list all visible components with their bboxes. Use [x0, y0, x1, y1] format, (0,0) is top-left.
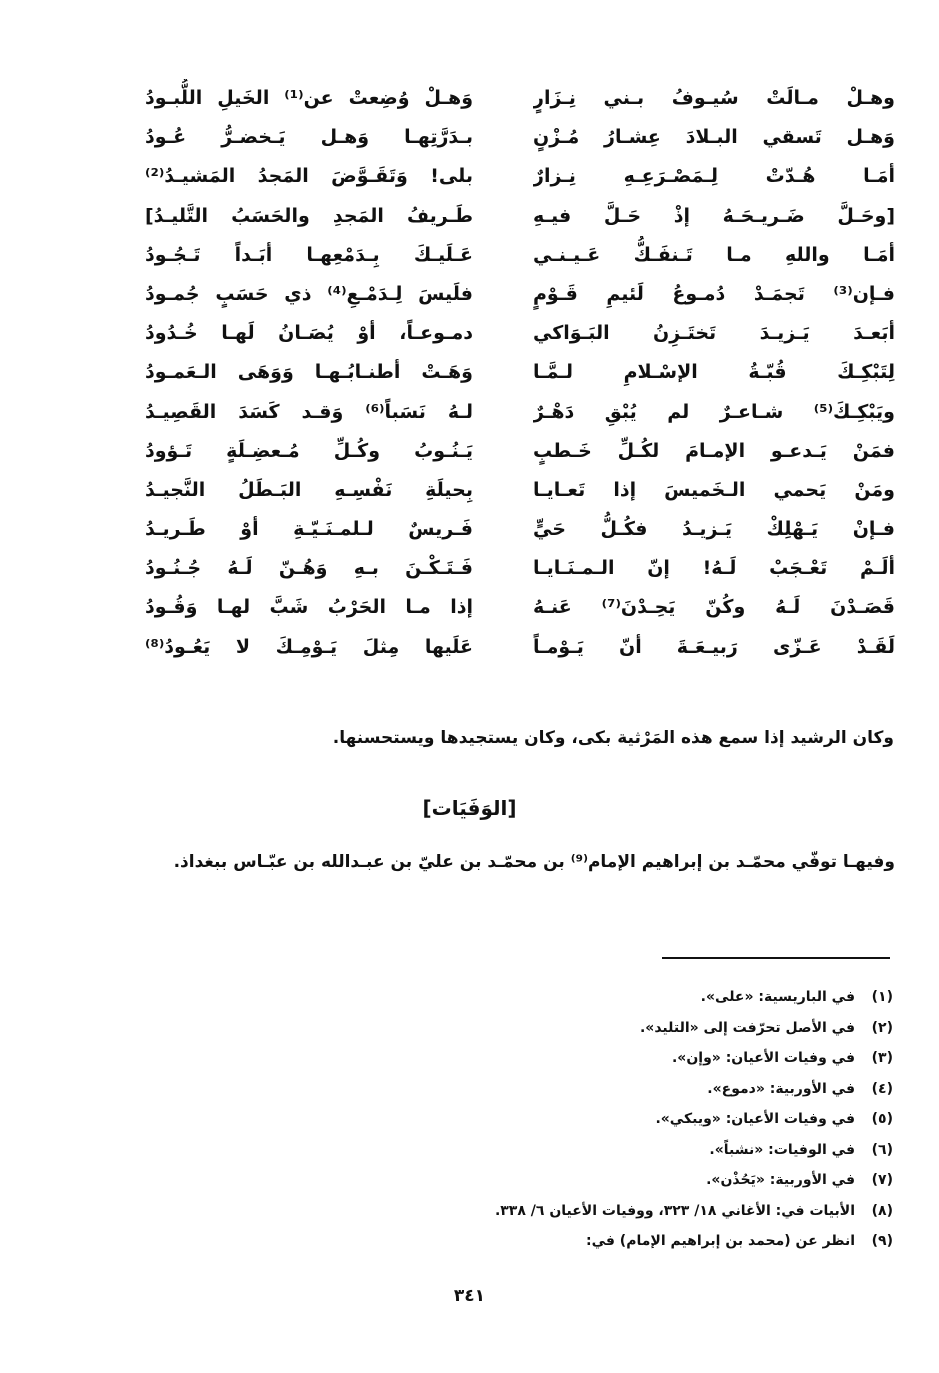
verse-line: [140, 236, 895, 275]
first-hemistich: وهـلْ مـالَتْ سُيـوفُ بـني نِـزَارٍ: [533, 87, 895, 109]
verse-line: [140, 510, 895, 549]
verse-line: [140, 549, 895, 588]
footnote-text: في وفيات الأعيان: «وإن».: [671, 1050, 855, 1066]
footnote: [293, 1013, 893, 1044]
verse-line: [140, 118, 895, 157]
second-hemistich: فَـريسٌ لـلمـنَـيّـةِ أوْ طَـريـدُ: [145, 518, 473, 541]
first-hemistich: وَهـل تَسقي البـلادَ عِشـارُ مُـزْنٍ: [533, 126, 895, 149]
footnote: [293, 1104, 893, 1135]
second-hemistich: وَهـلْ وُضِعتْ عن⁽¹⁾ الخَيلِ اللُّبـودُ: [145, 87, 473, 109]
footnote-text: في الأوربية: «دموع».: [707, 1080, 855, 1097]
footnote: [293, 1043, 893, 1074]
second-hemistich: بِحيلَةِ نَفْسِـهِ البَـطَلُ النَّجيـدُ: [145, 478, 473, 501]
footnote-number: (٧): [871, 1172, 893, 1188]
first-hemistich: أمَـا واللهِ مـا تَـنفَـكُّ عَـيـنـي: [533, 243, 895, 266]
first-hemistich: أبَعـدَ يَـزيـدَ تَختَـزِنُ البَـوَاكي: [533, 322, 895, 345]
footnote-number: (١): [871, 989, 893, 1005]
second-hemistich: بلى! وَتَقَـوَّضَ المَجدُ المَشيـدُ⁽²⁾: [145, 165, 473, 188]
verse-line: [140, 393, 895, 432]
first-hemistich: لِتَبْكِـكَ قُبّـةُ الإسْـلامِ لـمَّـا: [533, 361, 895, 384]
second-hemistich: طَـريفُ المَجدِ والحَسَبُ التَّليـدُ]: [145, 204, 473, 227]
first-hemistich: ومَنْ يَحمي الـخَميسَ إذا تَعـايـا: [533, 478, 895, 501]
footnote-number: (٦): [871, 1141, 893, 1158]
footnote-text: في الباريسية: «على».: [700, 989, 855, 1005]
footnote: [293, 1135, 893, 1166]
verse-line: [140, 628, 895, 667]
footnote: [293, 1196, 893, 1227]
footnote-number: (٣): [871, 1050, 893, 1066]
verse-line: [140, 314, 895, 353]
footnote-number: (٥): [871, 1111, 893, 1127]
verse-line: [140, 588, 895, 627]
footnote: [293, 1074, 893, 1105]
page-number: ٣٤١: [453, 1286, 486, 1306]
first-hemistich: فمَنْ يَـدعـو الإمـامَ لكُـلِّ خَـطبٍ: [533, 439, 895, 462]
footnote-text: انظر عن (محمد بن إبراهيم الإمام) في:: [586, 1233, 855, 1249]
prose-line: وكان الرشيد إذا سمع هذه المَرْثية بكى، وكان يستجيدها ويستحسنها.: [332, 728, 894, 748]
footnotes: [293, 982, 893, 1257]
verse-line: [140, 197, 895, 236]
footnote-text: في وفيات الأعيان: «ويبكي».: [655, 1111, 855, 1127]
footnote-text: في الأصل تحرّفت إلى «التليد».: [639, 1019, 855, 1036]
second-hemistich: بـدَرَّتِهـا وَهـل يَـخضـرُّ عُـودُ: [145, 126, 473, 149]
verse-line: [140, 157, 895, 196]
first-hemistich: فـإن⁽³⁾ تَجمَـدْ دُمـوعُ لَئيمِ قَـوْمٍ: [533, 282, 895, 305]
verse-line: [140, 471, 895, 510]
footnote: [293, 1226, 893, 1257]
second-hemistich: فلَيسَ لِـدَمْـعِ⁽⁴⁾ ذي حَسَبٍ جُمـودُ: [145, 282, 473, 305]
first-hemistich: ويَبْكِـكَ⁽⁵⁾ شـاعـرٌ لم يُبْقِ دَهْـرٌ: [533, 400, 895, 423]
footnote-number: (٨): [871, 1202, 893, 1219]
first-hemistich: قَصَـدْنَ لَـهُ وكُنّ يَحِـدْنَ⁽⁷⁾ عَنـهُ: [533, 596, 895, 619]
first-hemistich: [وحَـلَّ ضَـريـحَـهُ إذْ حَـلَّ فيـهِ: [533, 204, 895, 227]
verse-line: [140, 275, 895, 314]
footnote-number: (٢): [871, 1019, 893, 1036]
poem: [140, 79, 895, 667]
first-hemistich: ألَـمْ تَعْـجَبْ لَـهُ! إنّ الـمـنَـايـا: [533, 557, 895, 580]
second-hemistich: عَلَيها مِثلَ يَـوْمِـكَ لا يَعُـودُ⁽⁸⁾: [145, 635, 473, 658]
first-hemistich: أمَـا هُـدّتْ لِـمَصْـرَعِـهِ نِـزارٌ: [533, 165, 895, 188]
second-hemistich: يَـنُـوبُ وكُـلِّ مُـعضِـلَةٍ تَـؤودُ: [145, 439, 473, 462]
footnote-text: في الوفيات: «نشباً».: [709, 1141, 855, 1158]
second-hemistich: إذا مـا الحَرْبُ شَبَّ لهـا وَقُـودُ: [145, 596, 473, 619]
first-hemistich: فـإنْ يَـهْلِكْ يَـزيـدُ فكُـلُّ حَيٍّ: [533, 518, 895, 541]
second-hemistich: فَـتَـكْـنَ بـهِ وَهُـنّ لَـهُ جُـنُـودُ: [145, 557, 473, 580]
verse-line: [140, 79, 895, 118]
second-hemistich: وَهَـتْ أطنـابُـهـا وَوَهَى الـعَمـودُ: [145, 361, 473, 384]
verse-line: [140, 432, 895, 471]
verse-line: [140, 353, 895, 392]
footnote-number: (٩): [871, 1233, 893, 1249]
second-hemistich: عَـلَيـكَ بِـدَمْعِهـا أبَـداً تَـجُـودُ: [145, 243, 473, 266]
second-hemistich: دمـوعـاً، أوْ يُصَـانُ لَهـا خُـدُودُ: [145, 322, 473, 345]
second-hemistich: لـهُ نَسَباً⁽⁶⁾ وَقـد كَسَدَ القَصِيـدُ: [145, 400, 473, 423]
first-hemistich: لَقَـدْ عَـزّى رَبيـعَـةَ أنّ يَـوْمـاً: [533, 635, 895, 658]
paragraph: وفيهـا توفّي محمّـد بن إبراهيم الإمام⁽⁹⁾ بن محمّـد بن عليّ بن عبـدالله بن عبّـاس ببغداذ.: [173, 852, 895, 872]
footnote: [293, 982, 893, 1013]
footnote-divider: [662, 957, 890, 959]
footnote-text: الأبيات في: الأغاني ١٨/ ٣٢٣، ووفيات الأعيان ٦/ ٣٣٨.: [494, 1202, 855, 1219]
footnote-number: (٤): [871, 1080, 893, 1097]
footnote: [293, 1165, 893, 1196]
section-heading: [الوَفَيَات]: [422, 796, 517, 820]
footnote-text: في الأوربية: «يَحُذْن».: [706, 1172, 855, 1188]
